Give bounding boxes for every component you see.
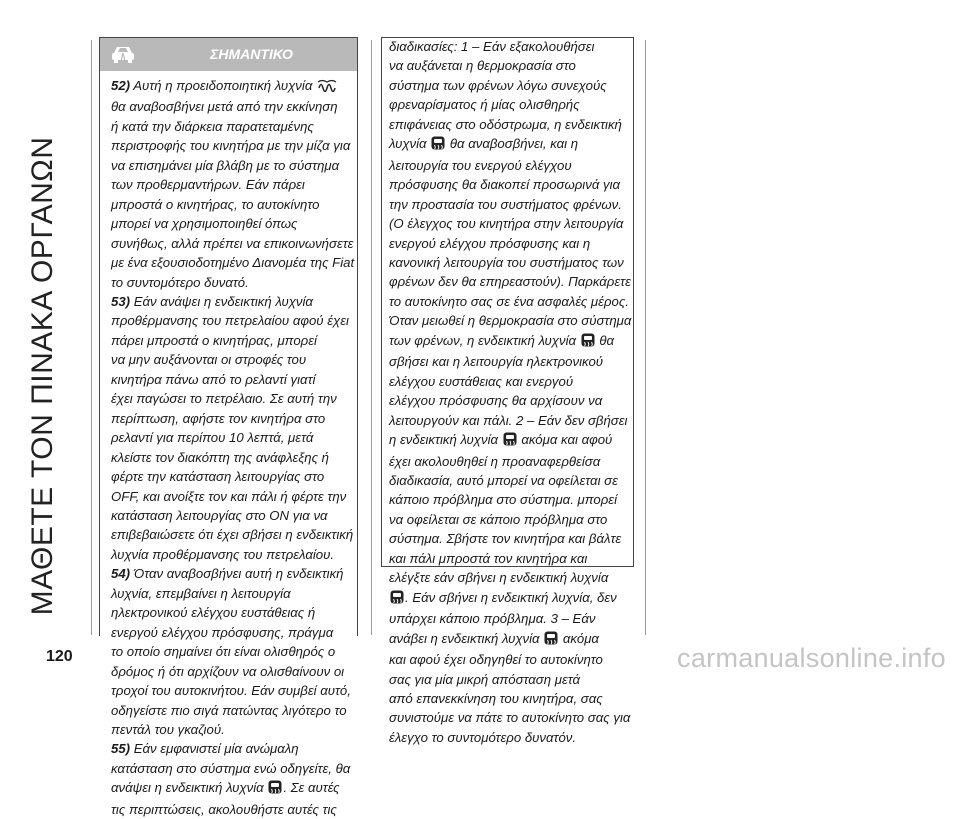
text-fragment: ακόμα xyxy=(559,630,599,646)
text-line: μπορεί να χρησιμοποιηθεί όπως xyxy=(111,216,298,232)
important-title: ΣΗΜΑΝΤΙΚΟ xyxy=(210,46,293,62)
text-line: ενεργού ελέγχου πρόσφυσης και η xyxy=(389,235,591,251)
note-55-number: 55) xyxy=(111,741,131,757)
text-fragment: . Σε αυτές xyxy=(283,780,340,796)
note-54-line xyxy=(111,564,357,583)
note-53-text: Εάν ανάψει η ενδεικτική λυχνία xyxy=(130,293,313,309)
text-line: κατάσταση λειτουργίας στο ON για να xyxy=(111,507,328,523)
text-line: πρόσφυσης θα διακοπεί προσωρινά για xyxy=(389,177,621,193)
watermark: carmanualsonline.info xyxy=(677,643,946,673)
right-text xyxy=(389,37,633,747)
text-fragment: . Εάν σβήνει η ενδεικτική λυχνία, δεν xyxy=(405,589,617,605)
text-line: σας για μία μικρή απόσταση μετά xyxy=(389,671,581,687)
left-text xyxy=(111,76,357,819)
text-line: συνήθως, αλλά πρέπει να επικοινωνήσετε xyxy=(111,235,354,251)
text-line: από επανεκκίνηση του κινητήρα, σας xyxy=(389,690,603,706)
text-fragment: θα αναβοσβήνει, και η xyxy=(446,136,579,152)
text-line: φρένων δεν θα επηρεαστούν). Παρκάρετε xyxy=(389,274,631,290)
text-line: προθέρμανσης του πετρελαίου αφού έχει xyxy=(111,313,349,329)
text-line: με ένα εξουσιοδοτημένο Διανομέα της Fiat xyxy=(111,255,355,271)
column-divider-left xyxy=(91,40,92,635)
important-box-left xyxy=(99,37,358,817)
text-line: έχει ακολουθηθεί η προαναφερθείσα xyxy=(389,453,601,469)
text-line: των προθερμαντήρων. Εάν πάρει xyxy=(111,177,305,193)
traction-control-icon xyxy=(390,590,404,609)
text-fragment: ανάψει η ενδεικτική λυχνία xyxy=(111,780,268,796)
text-line: κινητήρα πάνω από το ρελαντί γιατί xyxy=(111,371,316,387)
text-line: σύστημα των φρένων λόγω συνεχούς xyxy=(389,77,607,93)
text-line: σβήσει και η λειτουργία ηλεκτρονικού xyxy=(389,354,604,370)
traction-control-icon xyxy=(503,432,517,451)
text-line: λειτουργούν και πάλι. 2 – Εάν δεν σβήσει xyxy=(389,412,628,428)
text-line: επιβεβαιώσετε ότι έχει σβήσει η ενδεικτική xyxy=(111,527,354,543)
text-fragment: των φρένων, η ενδεικτική λυχνία xyxy=(389,332,580,348)
text-line: τροχοί του αυτοκινήτου. Εάν συμβεί αυτό, xyxy=(111,683,351,699)
text-line: το συντομότερο δυνατό. xyxy=(111,274,249,290)
text-line: μπροστά ο κινητήρας, το αυτοκίνητο xyxy=(111,196,320,212)
text-line: κανονική λειτουργία του συστήματος των xyxy=(389,254,624,270)
page-number: 120 xyxy=(46,648,73,665)
text-line: υπάρχει κάποιο πρόβλημα. 3 – Εάν xyxy=(389,611,596,627)
text-line: έλεγχο το συντομότερο δυνατόν. xyxy=(389,729,577,745)
text-line: να αυξάνεται η θερμοκρασία στο xyxy=(389,58,576,74)
note-54-text: Όταν αναβοσβήνει αυτή η ενδεικτική xyxy=(130,566,344,582)
text-line: το οποίο σημαίνει ότι είναι ολισθηρός ο xyxy=(111,644,336,660)
text-line: ηλεκτρονικού ελέγχου ευστάθειας ή xyxy=(111,605,316,621)
text-line: και πάλι μπροστά τον κινητήρα και xyxy=(389,550,588,566)
text-line: έχει παγώσει το πετρέλαιο. Σε αυτή την xyxy=(111,391,337,407)
text-line: να μην αυξάνονται οι στροφές του xyxy=(111,352,307,368)
text-line: να επισημάνει μία βλάβη με το σύστημα xyxy=(111,157,340,173)
text-line: (Ο έλεγχος του κινητήρα στην λειτουργία xyxy=(389,216,624,232)
text-fragment: η ενδεικτική λυχνία xyxy=(389,432,502,448)
text-line: περιστροφής του κινητήρα με την μίζα για xyxy=(111,138,351,154)
text-line: περίπτωση, αφήστε τον κινητήρα στο xyxy=(111,410,326,426)
text-fragment: θα xyxy=(595,332,615,348)
text-fragment: ανάβει η ενδεικτική λυχνία xyxy=(389,630,544,646)
column-divider-middle xyxy=(371,40,372,635)
text-line: οδηγείστε πιο σιγά πατώντας λιγότερο το xyxy=(111,702,347,718)
warning-car-icon xyxy=(100,38,146,71)
text-line: ελέγχου πρόσφυσης θα αρχίσουν να xyxy=(389,393,603,409)
note-53-line xyxy=(111,292,357,311)
text-line: επιφάνειας στο οδόστρωμα, η ενδεικτική xyxy=(389,116,622,132)
text-line: κατάσταση στο σύστημα ενώ οδηγείτε, θα xyxy=(111,760,351,776)
text-line: κλείστε τον διακόπτη της ανάφλεξης ή xyxy=(111,449,329,465)
note-52-number: 52) xyxy=(111,78,131,93)
text-line: πεντάλ του γκαζιού. xyxy=(111,721,225,737)
text-line: φρεναρίσματος ή μίας ολισθηρής xyxy=(389,97,580,113)
text-line: και αφού έχει οδηγηθεί το αυτοκίνητο xyxy=(389,652,603,668)
text-line: ρελαντί για περίπου 10 λεπτά, μετά xyxy=(111,430,314,446)
chapter-sidebar xyxy=(0,0,90,640)
text-fragment: λυχνία xyxy=(389,136,431,152)
glow-plug-icon xyxy=(317,78,337,97)
traction-control-icon xyxy=(268,780,282,799)
note-55-text: Εάν εμφανιστεί μία ανώμαλη xyxy=(130,741,299,757)
chapter-title: ΜΑΘΕΤΕ ΤΟΝ ΠΙΝΑΚΑ ΟΡΓΑΝΩΝ xyxy=(26,136,59,616)
text-line xyxy=(389,134,633,155)
text-line: φέρτε την κατάσταση λειτουργίας στο xyxy=(111,469,325,485)
traction-control-icon xyxy=(431,136,445,155)
text-line: δρόμος ή ότι αρχίζουν να ολισθαίνουν οι xyxy=(111,663,345,679)
text-line xyxy=(111,778,357,799)
important-box-right xyxy=(381,37,634,745)
traction-control-icon xyxy=(544,631,558,650)
text-line: συνιστούμε να πάτε το αυτοκίνητο σας για xyxy=(389,710,631,726)
text-line: OFF, και ανοίξτε τον και πάλι ή φέρτε την xyxy=(111,488,347,504)
text-line: κάποιο πρόβλημα στο σύστημα. μπορεί xyxy=(389,492,618,508)
text-line: τις περιπτώσεις, ακολουθήστε αυτές τις xyxy=(111,801,337,817)
text-line: να οφείλεται σε κάποιο πρόβλημα στο xyxy=(389,511,608,527)
text-line: διαδικασίες: 1 – Εάν εξακολουθήσει xyxy=(389,39,595,54)
text-line xyxy=(389,430,633,451)
note-52-line xyxy=(111,76,357,97)
important-header xyxy=(100,38,357,71)
text-fragment: ακόμα και αφού xyxy=(517,432,613,448)
text-line: λειτουργία του ενεργού ελέγχου xyxy=(389,157,572,173)
text-line: ή κατά την διάρκεια παρατεταμένης xyxy=(111,118,314,134)
text-line: ελέγξτε εάν σβήνει η ενδεικτική λυχνία xyxy=(389,570,609,586)
text-line: σύστημα. Σβήστε τον κινητήρα και βάλτε xyxy=(389,531,622,547)
traction-control-icon xyxy=(581,333,595,352)
text-line xyxy=(389,331,633,352)
note-55-line xyxy=(111,739,357,758)
text-line: ενεργού ελέγχου πρόσφυσης, πράγμα xyxy=(111,624,334,640)
text-line: θα αναβοσβήνει μετά από την εκκίνηση xyxy=(111,99,338,115)
text-line xyxy=(389,588,633,609)
text-line: λυχνία, επεμβαίνει η λειτουργία xyxy=(111,585,291,601)
note-54-number: 54) xyxy=(111,566,131,582)
text-line: την προστασία του συστήματος φρένων. xyxy=(389,196,622,212)
note-53-number: 53) xyxy=(111,293,131,309)
text-line xyxy=(389,629,633,650)
column-divider-right xyxy=(645,40,646,635)
text-line: ελέγχου ευστάθειας και ενεργού xyxy=(389,373,574,389)
text-line: πάρει μπροστά ο κινητήρας, μπορεί xyxy=(111,332,317,348)
text-line: το αυτοκίνητο σας σε ένα ασφαλές μέρος. xyxy=(389,293,629,309)
text-line: Όταν μειωθεί η θερμοκρασία στο σύστημα xyxy=(389,313,632,329)
note-52-text: Αυτή η προειδοποιητική λυχνία xyxy=(130,78,317,93)
text-line: λυχνία προθέρμανσης του πετρελαίου. xyxy=(111,546,335,562)
text-line: διαδικασία, αυτό μπορεί να οφείλεται σε xyxy=(389,472,618,488)
